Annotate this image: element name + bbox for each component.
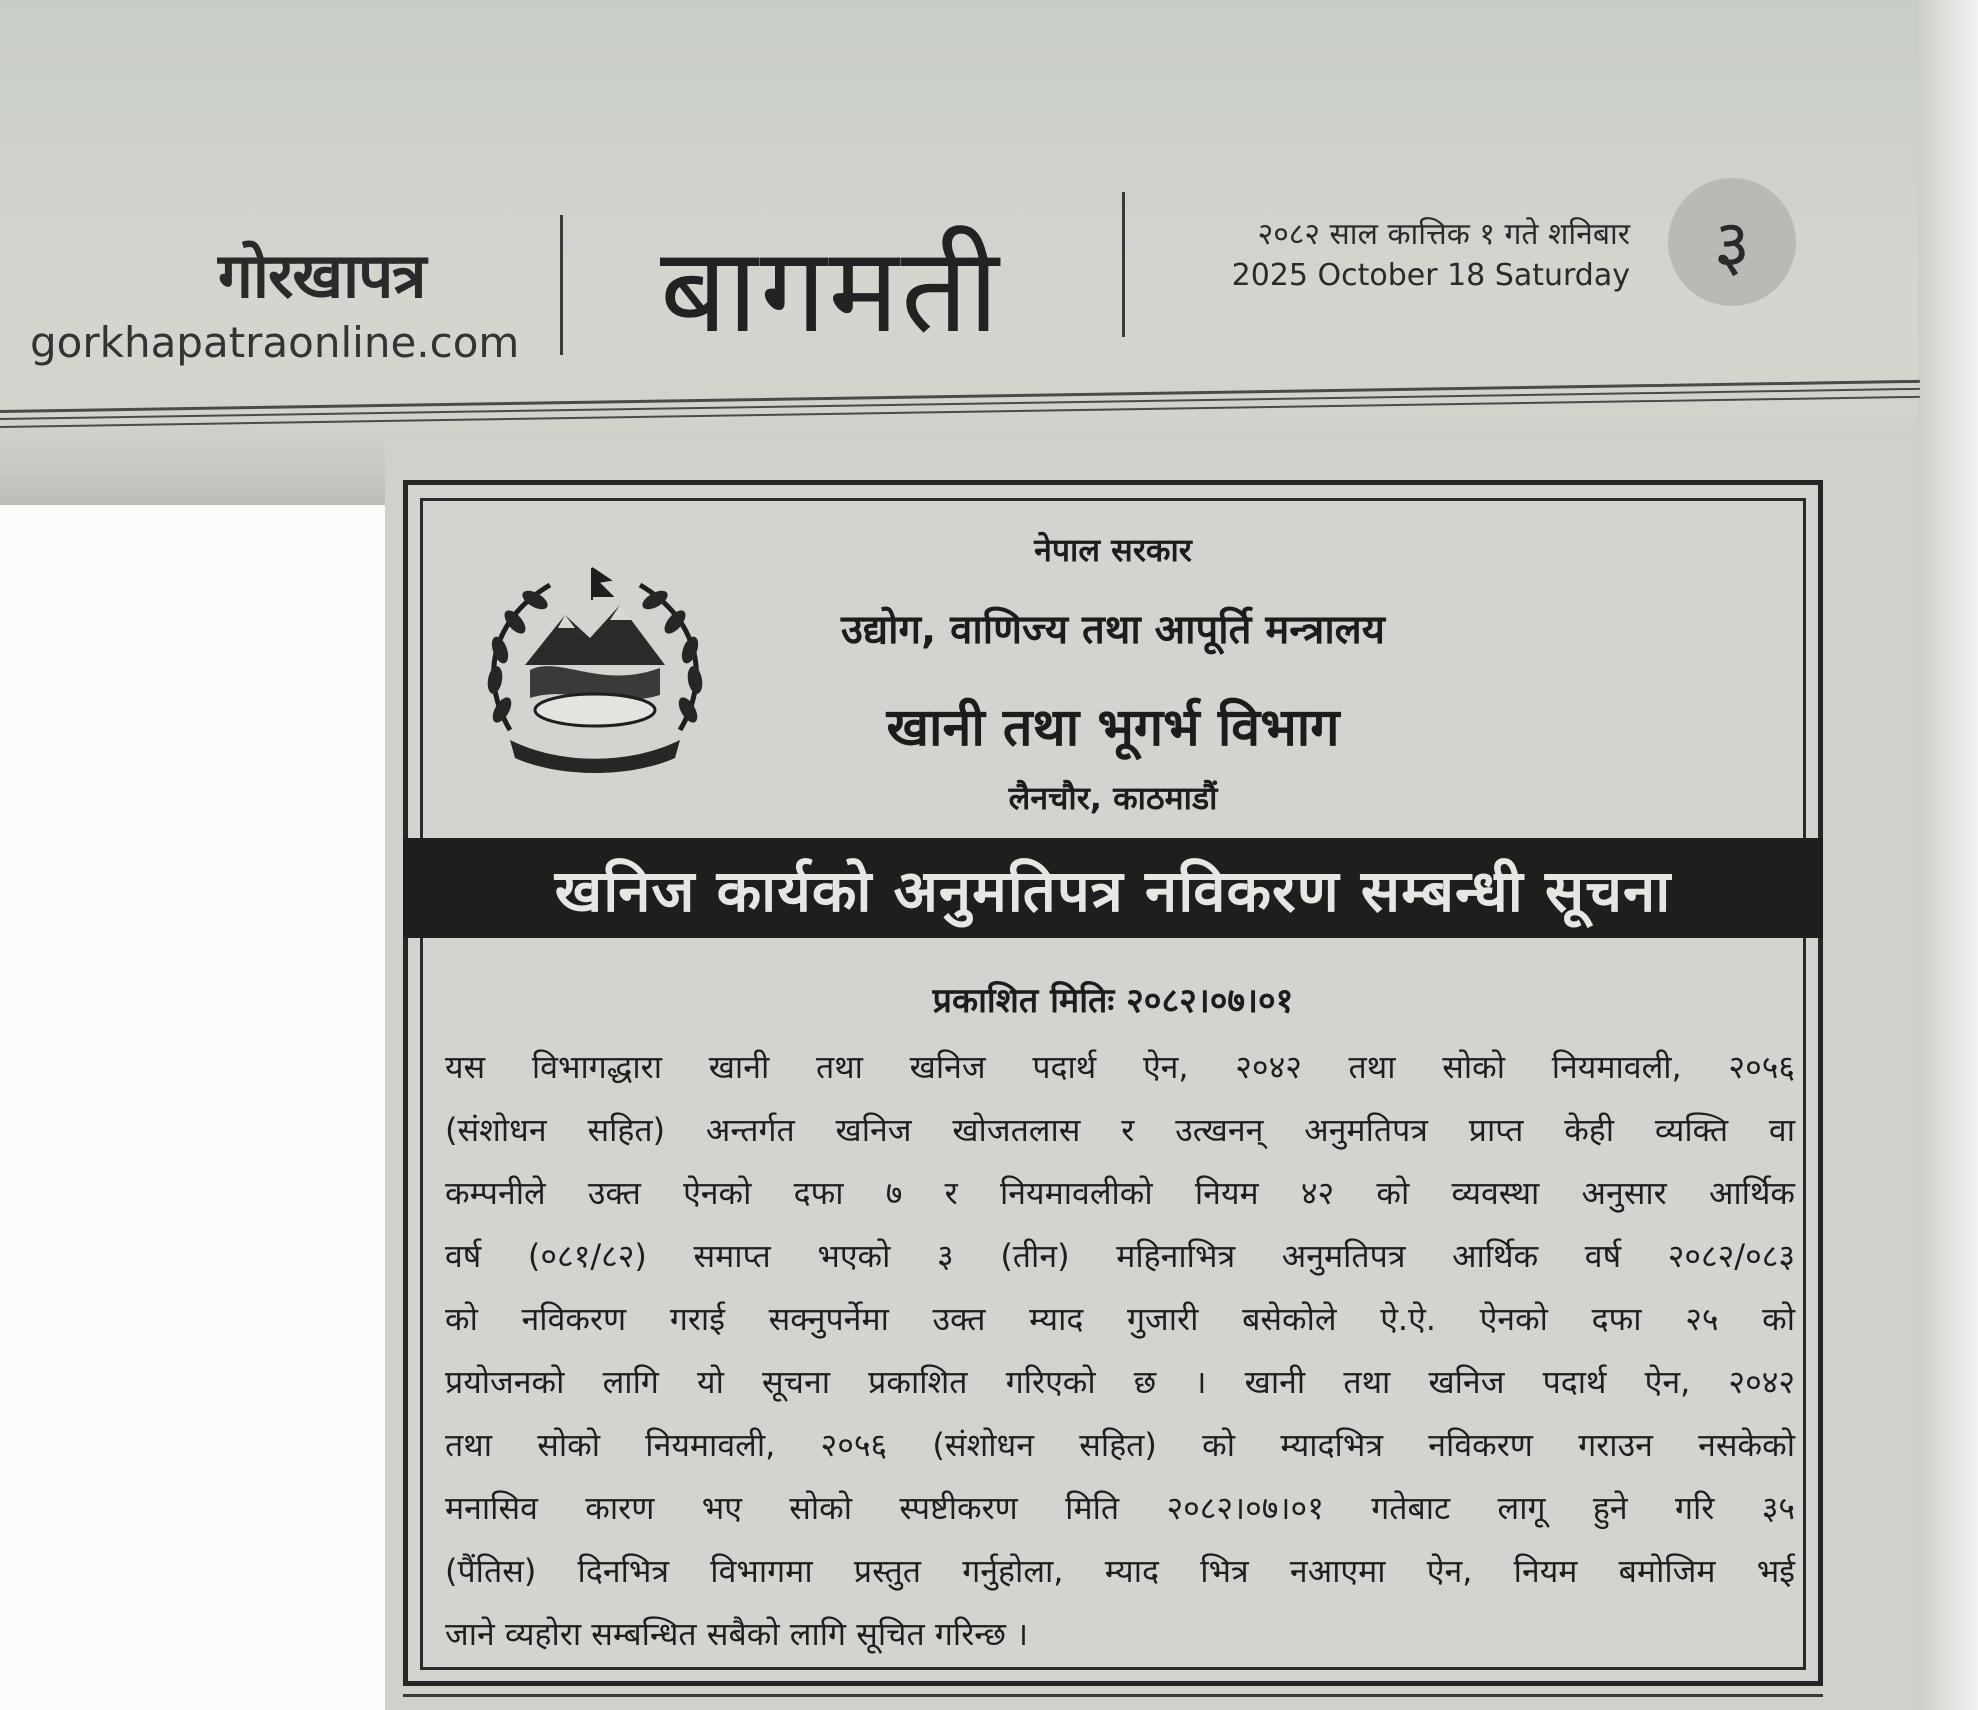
notice-title: खनिज कार्यको अनुमतिपत्र नविकरण सम्बन्धी सूचना [554, 856, 1672, 925]
notice-body-line: जाने व्यहोरा सम्बन्धित सबैको लागि सूचित गरिन्छ । [445, 1615, 1029, 1653]
date-english: 2025 October 18 Saturday [1231, 258, 1630, 293]
section-title: बागमती [660, 221, 1001, 359]
notice-body-line: कम्पनीले उक्त ऐनको दफा ७ र नियमावलीको नियम ४२ को व्यवस्था अनुसार आर्थिक [445, 1174, 1795, 1212]
ministry-name: उद्योग, वाणिज्य तथा आपूर्ति मन्त्रालय [840, 607, 1386, 653]
department-address: लैनचौर, काठमाडौं [1008, 779, 1218, 817]
notice-bottom-rule [403, 1694, 1823, 1697]
notice-body-line: यस विभागद्धारा खानी तथा खनिज पदार्थ ऐन, २०४२ तथा सोको नियमावली, २०५६ [445, 1048, 1795, 1086]
date-nepali: २०८२ साल कात्तिक १ गते शनिबार [1257, 217, 1630, 252]
newspaper-name: गोरखापत्र [218, 239, 426, 312]
page-number-badge [1668, 178, 1796, 306]
page-edge [1918, 0, 1978, 1710]
notice-body-line: प्रयोजनको लागि यो सूचना प्रकाशित गरिएको छ । खानी तथा खनिज पदार्थ ऐन, २०४२ [445, 1363, 1795, 1401]
scanner-background [0, 505, 385, 1710]
masthead-divider [1122, 192, 1125, 337]
notice-body-line: (पैंतिस) दिनभित्र विभागमा प्रस्तुत गर्नुहोला, म्याद भित्र नआएमा ऐन, नियम बमोजिम भई [445, 1552, 1795, 1590]
notice-body-line: मनासिव कारण भए सोको स्पष्टीकरण मिति २०८२।०७।०१ गतेबाट लागू हुने गरि ३५ [445, 1489, 1795, 1527]
page-number: ३ [1713, 204, 1751, 286]
masthead-divider [560, 215, 563, 355]
notice-body [445, 1036, 1795, 1666]
notice-body-line: को नविकरण गराई सक्नुपर्नेमा उक्त म्याद गुजारी बसेकोले ऐ.ऐ. ऐनको दफा २५ को [445, 1300, 1795, 1338]
notice-body-line: तथा सोको नियमावली, २०५६ (संशोधन सहित) को म्यादभित्र नविकरण गराउन नसकेको [445, 1426, 1795, 1464]
newspaper-url: gorkhapatraonline.com [30, 318, 520, 367]
notice-body-line: वर्ष (०८१/८२) समाप्त भएको ३ (तीन) महिनाभित्र अनुमतिपत्र आर्थिक वर्ष २०८२/०८३ [445, 1237, 1795, 1275]
notice-title-banner [403, 838, 1823, 938]
notice-body-line: (संशोधन सहित) अन्तर्गत खनिज खोजतलास र उत्खनन् अनुमतिपत्र प्राप्त केही व्यक्ति वा [445, 1111, 1795, 1149]
government-name: नेपाल सरकार [1034, 531, 1192, 569]
published-date: प्रकाशित मितिः २०८२।०७।०१ [932, 981, 1294, 1021]
department-name: खानी तथा भूगर्भ विभाग [886, 698, 1340, 758]
